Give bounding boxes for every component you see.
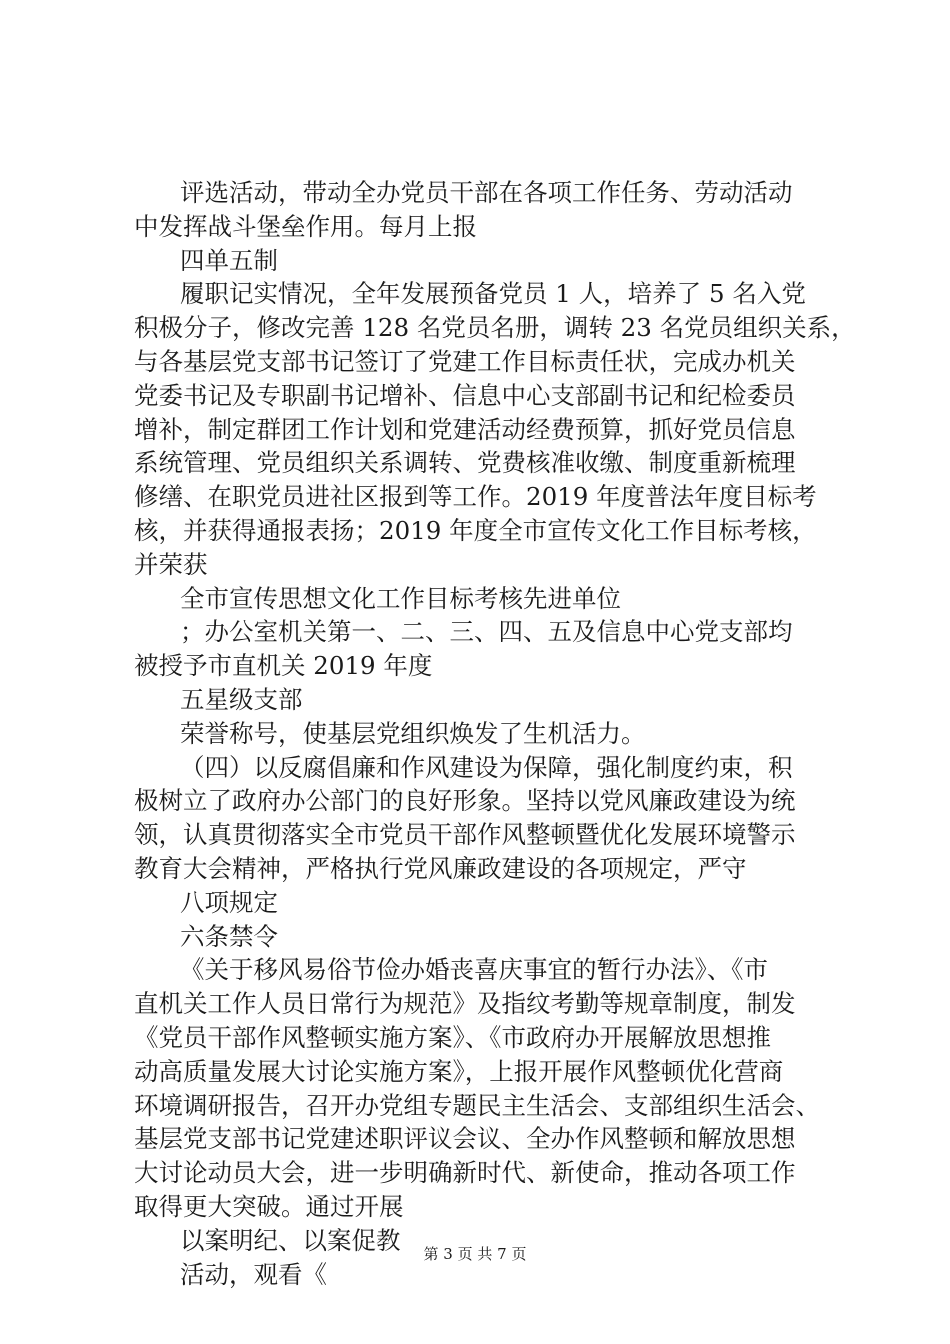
text-line: 以案明纪、以案促教 — [180, 1225, 401, 1255]
document-body — [134, 176, 856, 1291]
text-line: 教育大会精神，严格执行党风廉政建设的各项规定，严守 — [134, 853, 747, 883]
text-line: 增补，制定群团工作计划和党建活动经费预算，抓好党员信息 — [134, 414, 796, 444]
text-line: 与各基层党支部书记签订了党建工作目标责任状，完成办机关 — [134, 346, 796, 376]
text-line: 八项规定 — [180, 887, 278, 917]
page-footer: 第 3 页 共 7 页 — [423, 1245, 527, 1263]
text-line: 极树立了政府办公部门的良好形象。坚持以党风廉政建设为统 — [134, 786, 796, 816]
text-line: 五星级支部 — [180, 684, 303, 714]
text-line: 四单五制 — [180, 245, 278, 275]
text-line: 直机关工作人员日常行为规范》及指纹考勤等规章制度，制发 — [134, 989, 796, 1019]
text-line: 动高质量发展大讨论实施方案》，上报开展作风整顿优化营商 — [134, 1056, 784, 1086]
text-line: 核，并获得通报表扬；2019 年度全市宣传文化工作目标考核， — [134, 515, 817, 545]
text-line: 领，认真贯彻落实全市党员干部作风整顿暨优化发展环境警示 — [134, 820, 796, 850]
text-line: 中发挥战斗堡垒作用。每月上报 — [134, 211, 477, 241]
text-line: 荣誉称号，使基层党组织焕发了生机活力。 — [180, 718, 646, 748]
text-line: 全市宣传思想文化工作目标考核先进单位 — [180, 583, 621, 613]
text-line: 《关于移风易俗节俭办婚丧喜庆事宜的暂行办法》、《市 — [180, 955, 768, 985]
text-line: ；办公室机关第一、二、三、四、五及信息中心党支部均 — [180, 617, 793, 647]
text-line: 并荣获 — [134, 549, 208, 579]
text-line: 履职记实情况，全年发展预备党员 1 人，培养了 5 名入党 — [180, 279, 806, 309]
text-line: 评选活动，带动全办党员干部在各项工作任务、劳动活动 — [180, 178, 793, 207]
text-line: 被授予市直机关 2019 年度 — [134, 651, 433, 681]
text-line: 环境调研报告，召开办党组专题民主生活会、支部组织生活会、 — [134, 1090, 820, 1120]
text-line: （四）以反腐倡廉和作风建设为保障，强化制度约束，积 — [180, 752, 793, 782]
text-line: 《党员干部作风整顿实施方案》、《市政府办开展解放思想推 — [134, 1022, 771, 1052]
text-line: 取得更大突破。通过开展 — [134, 1191, 404, 1221]
text-line: 活动，观看《 — [180, 1259, 327, 1289]
text-line: 系统管理、党员组织关系调转、党费核准收缴、制度重新梳理 — [134, 448, 796, 478]
text-line: 基层党支部书记党建述职评议会议、全办作风整顿和解放思想 — [134, 1124, 796, 1154]
text-line: 党委书记及专职副书记增补、信息中心支部副书记和纪检委员 — [134, 380, 796, 410]
text-line: 大讨论动员大会，进一步明确新时代、新使命，推动各项工作 — [134, 1158, 796, 1188]
text-line: 修缮、在职党员进社区报到等工作。2019 年度普法年度目标考 — [134, 482, 817, 512]
text-line: 积极分子，修改完善 128 名党员名册，调转 23 名党员组织关系， — [134, 313, 856, 343]
text-line: 六条禁令 — [180, 921, 278, 951]
